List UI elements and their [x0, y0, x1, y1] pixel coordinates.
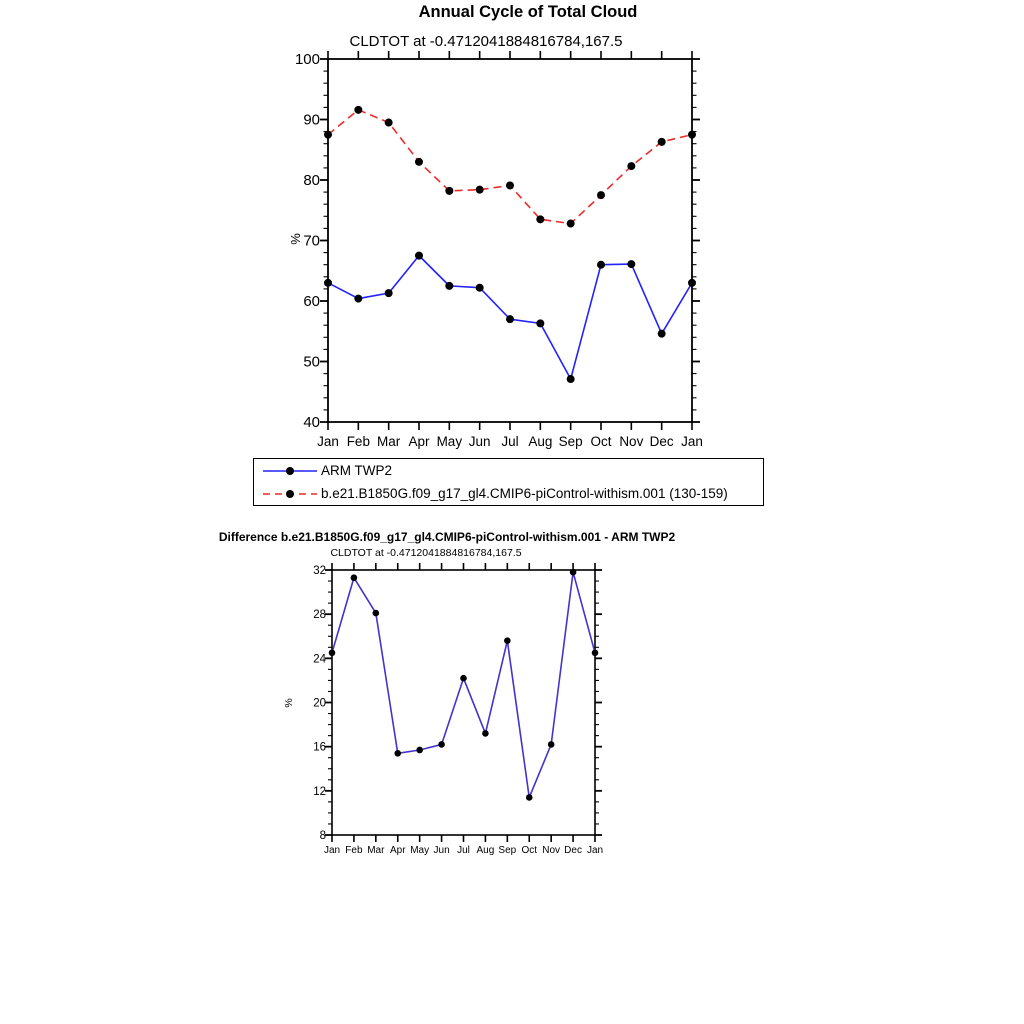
svg-text:28: 28: [313, 609, 326, 622]
svg-text:Aug: Aug: [476, 845, 495, 856]
legend-label: b.e21.B1850G.f09_g17_gl4.CMIP6-piControl-withism.001 (130-159): [321, 485, 728, 501]
top-chart-title: Annual Cycle of Total Cloud: [418, 3, 638, 21]
svg-text:Feb: Feb: [346, 434, 370, 449]
bottom-chart-title: Difference b.e21.B1850G.f09_g17_gl4.CMIP6-piControl-withism.001 - ARM TWP2: [218, 530, 676, 544]
legend-line-marker-red-dashed-icon: [259, 483, 321, 505]
svg-text:Nov: Nov: [619, 434, 644, 449]
bottom-chart-subtitle: CLDTOT at -0.4712041884816784,167.5: [330, 547, 522, 559]
svg-text:Oct: Oct: [590, 434, 612, 449]
svg-text:60: 60: [303, 293, 320, 310]
svg-text:Sep: Sep: [558, 434, 583, 449]
svg-text:%: %: [283, 698, 295, 708]
svg-text:Jan: Jan: [586, 845, 604, 856]
svg-text:24: 24: [313, 653, 326, 666]
svg-text:Jun: Jun: [468, 434, 491, 449]
top-chart-plot: [270, 50, 720, 455]
svg-text:Nov: Nov: [542, 845, 561, 856]
svg-text:8: 8: [319, 830, 326, 842]
svg-text:Dec: Dec: [564, 845, 582, 856]
svg-text:Oct: Oct: [521, 845, 538, 856]
svg-text:Jul: Jul: [457, 845, 470, 856]
svg-text:Jan: Jan: [317, 434, 339, 449]
svg-text:12: 12: [313, 785, 326, 798]
svg-text:%: %: [288, 233, 303, 245]
svg-text:May: May: [410, 845, 430, 856]
svg-text:80: 80: [303, 172, 320, 189]
legend-line-marker-blue-solid-icon: [259, 460, 321, 482]
svg-text:Sep: Sep: [498, 845, 517, 856]
legend-box: [253, 458, 764, 506]
svg-text:50: 50: [303, 353, 320, 371]
svg-text:Mar: Mar: [367, 845, 385, 856]
svg-text:Apr: Apr: [408, 434, 430, 449]
svg-text:May: May: [436, 434, 463, 449]
svg-text:90: 90: [303, 111, 320, 129]
svg-text:70: 70: [303, 232, 320, 250]
svg-text:Mar: Mar: [377, 434, 401, 449]
svg-text:40: 40: [303, 414, 320, 431]
legend-label: ARM TWP2: [321, 462, 393, 478]
top-chart-subtitle: CLDTOT at -0.4712041884816784,167.5: [349, 33, 623, 50]
svg-text:Jul: Jul: [501, 434, 519, 449]
svg-text:20: 20: [313, 697, 326, 710]
svg-text:32: 32: [313, 565, 326, 577]
legend-item-arm-twp2: [259, 460, 763, 482]
svg-text:100: 100: [294, 51, 320, 68]
svg-text:Apr: Apr: [389, 845, 406, 856]
svg-text:Jan: Jan: [323, 845, 341, 856]
svg-text:Jan: Jan: [681, 434, 703, 449]
svg-text:Dec: Dec: [649, 434, 674, 449]
svg-text:Feb: Feb: [345, 845, 363, 856]
svg-text:Jun: Jun: [433, 845, 450, 856]
bottom-chart-plot: [270, 558, 620, 860]
svg-text:Aug: Aug: [528, 434, 553, 449]
legend-item-model-run: [259, 483, 763, 505]
svg-text:16: 16: [313, 741, 326, 754]
